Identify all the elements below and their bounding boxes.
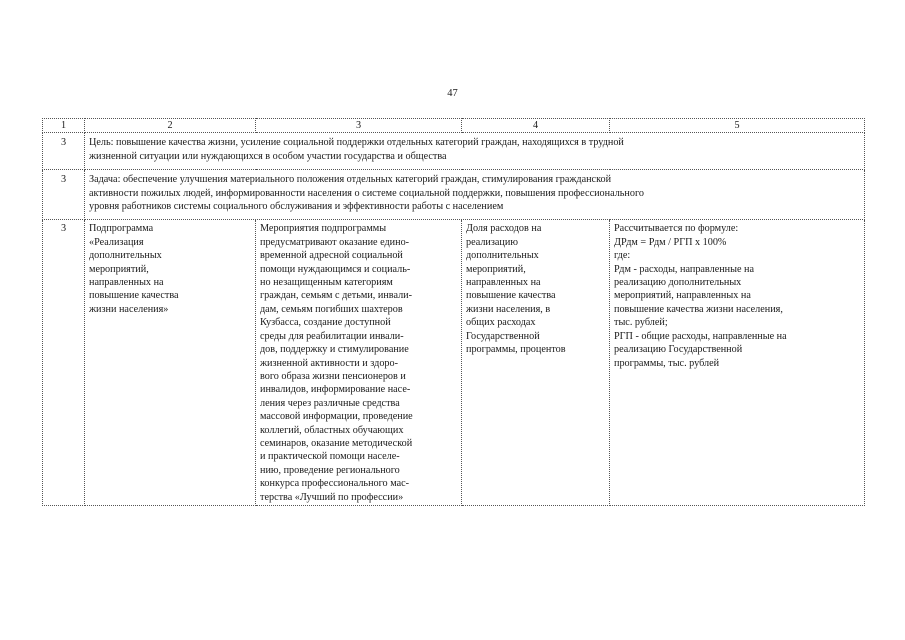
text-line: ления через различные средства <box>260 397 400 409</box>
text-line: жизненной ситуации или нуждающихся в особом участии государства и общества <box>89 150 447 162</box>
indicator-table <box>42 118 865 506</box>
goal-text <box>85 133 865 170</box>
row-number: 3 <box>43 133 85 170</box>
text-line: инвалидов, информирование насе- <box>260 384 411 396</box>
text-line: повышение качества <box>466 290 556 302</box>
text-line: мероприятий, <box>466 263 526 275</box>
text-line: программы, процентов <box>466 344 566 356</box>
formula-line: ДРдм = Рдм / РГП х 100% <box>614 236 727 248</box>
header-cell: 1 <box>43 119 85 133</box>
text-line: повышение качества жизни населения, <box>614 303 783 315</box>
text-line: повышение качества <box>89 290 179 302</box>
text-line: среды для реабилитации инвали- <box>260 330 404 342</box>
text-line: конкурса профессионального мас- <box>260 478 410 490</box>
header-cell: 3 <box>256 119 462 133</box>
row-number: 3 <box>43 220 85 506</box>
text-line: реализацию Государственной <box>614 344 743 356</box>
task-row <box>43 170 865 220</box>
formula-cell <box>610 220 865 506</box>
text-line: семинаров, оказание методической <box>260 437 413 449</box>
text-line: дов, поддержку и стимулирование <box>260 344 409 356</box>
text-line: Кузбасса, создание доступной <box>260 317 391 329</box>
text-line: Подпрограмма <box>89 223 154 235</box>
text-line: Задача: обеспечение улучшения материального положения отдельных категорий граждан, стимулирования гражданской <box>89 174 612 186</box>
text-line: направленных на <box>466 277 541 289</box>
header-cell: 5 <box>610 119 865 133</box>
text-line: тыс. рублей; <box>614 317 668 329</box>
task-text <box>85 170 865 220</box>
header-cell: 2 <box>85 119 256 133</box>
text-line: «Реализация <box>89 236 144 248</box>
text-line: предусматривают оказание едино- <box>260 236 410 248</box>
row-number: 3 <box>43 170 85 220</box>
table-header-row <box>43 119 865 133</box>
text-line: уровня работников системы социального обслуживания и эффективности работы с населением <box>89 201 504 213</box>
text-line: Рассчитывается по формуле: <box>614 223 739 235</box>
goal-row <box>43 133 865 170</box>
page-number: 47 <box>447 88 458 99</box>
text-line: вого образа жизни пенсионеров и <box>260 370 406 382</box>
measures-cell <box>256 220 462 506</box>
text-line: где: <box>614 250 631 262</box>
text-line: граждан, семьям с детьми, инвали- <box>260 290 413 302</box>
text-line: реализацию <box>466 236 518 248</box>
subprogram-row <box>43 220 865 506</box>
text-line: нию, проведение регионального <box>260 464 400 476</box>
text-line: реализацию дополнительных <box>614 277 742 289</box>
text-line: Доля расходов на <box>466 223 542 235</box>
header-cell: 4 <box>462 119 610 133</box>
text-line: дополнительных <box>89 250 162 262</box>
text-line: и практической помощи населе- <box>260 451 400 463</box>
subprogram-name-cell <box>85 220 256 506</box>
text-line: мероприятий, направленных на <box>614 290 751 302</box>
text-line: дам, семьям погибших шахтеров <box>260 303 403 315</box>
text-line: общих расходах <box>466 317 536 329</box>
text-line: активности пожилых людей, информированности населения о системе социальной поддержки, повышения профессионального <box>89 187 644 199</box>
text-line: направленных на <box>89 277 164 289</box>
text-line: Государственной <box>466 330 540 342</box>
text-line: дополнительных <box>466 250 539 262</box>
text-line: массовой информации, проведение <box>260 411 413 423</box>
text-line: коллегий, областных обучающих <box>260 424 404 436</box>
text-line: терства «Лучший по профессии» <box>260 491 404 503</box>
text-line: жизненной активности и здоро- <box>260 357 399 369</box>
text-line: временной адресной социальной <box>260 250 403 262</box>
text-line: РГП - общие расходы, направленные на <box>614 330 787 342</box>
text-line: Цель: повышение качества жизни, усиление социальной поддержки отдельных категорий граждан, находящихся в трудной <box>89 137 624 149</box>
indicator-cell <box>462 220 610 506</box>
text-line: Мероприятия подпрограммы <box>260 223 387 235</box>
text-line: программы, тыс. рублей <box>614 357 720 369</box>
text-line: но незащищенным категориям <box>260 277 393 289</box>
text-line: помощи нуждающимся и социаль- <box>260 263 411 275</box>
text-line: жизни населения, в <box>466 303 551 315</box>
text-line: Рдм - расходы, направленные на <box>614 263 755 275</box>
text-line: жизни населения» <box>89 303 169 315</box>
text-line: мероприятий, <box>89 263 149 275</box>
